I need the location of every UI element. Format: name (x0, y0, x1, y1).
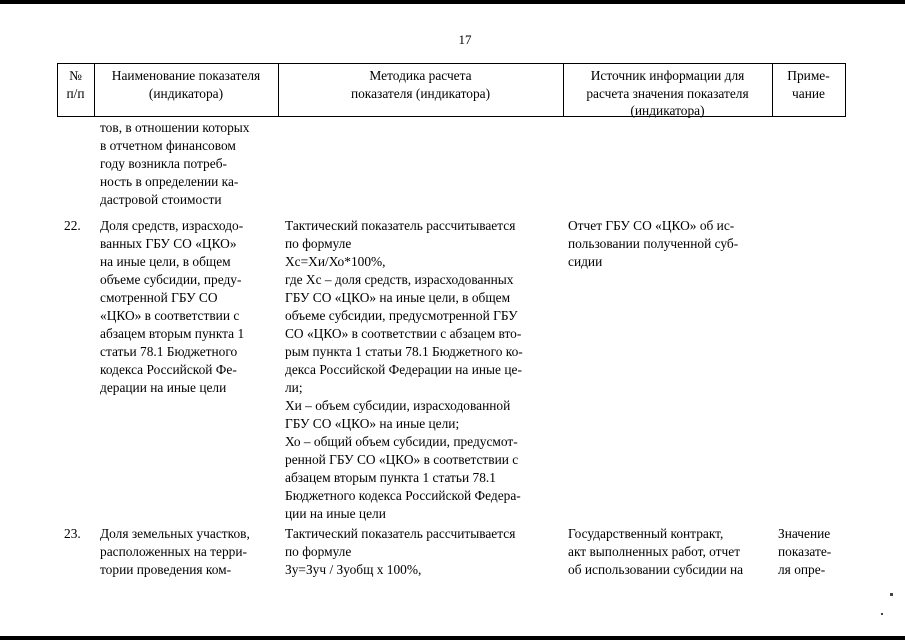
row-22-formula: Хс=Хи/Хо*100%, (285, 254, 386, 269)
header-information-source: Источник информации для расчета значения показателя (индикатора) (586, 68, 749, 118)
row-23-calculation-method: Тактический показатель рассчитывается по формуле Зу=Зуч / Зуобщ х 100%, (285, 525, 557, 579)
row-23-information-source: Государственный контракт, акт выполненных работ, отчет об использовании субсидии на (568, 526, 744, 577)
scan-top-border (0, 0, 905, 4)
row-22-number: 22. (64, 218, 81, 233)
header-calculation-method: Методика расчета показателя (индикатора) (350, 68, 491, 101)
header-number: № п/п (66, 68, 85, 101)
table-border (845, 63, 846, 117)
scan-bottom-border (0, 636, 905, 640)
row-23-formula: Зу=Зуч / Зуобщ х 100%, (285, 562, 422, 577)
row-23-indicator-name: Доля земельных участков, расположенных на терри- тории проведения ком- (100, 526, 250, 577)
header-note: Приме- чание (787, 68, 830, 101)
row-22-calculation-method: Тактический показатель рассчитывается по формуле Хс=Хи/Хо*100%, где Хс – доля средств, израсходованных ГБУ СО «ЦКО» на иные цели, в общем объеме субсидии, предусмотренной ГБУ СО «ЦКО» в соответствии с абзацем вто- рым пункта 1 статьи 78.1 Бюджетного ко- декса Российской Федерации на иные це- ли; Хи – объем субсидии, израсходованной ГБУ СО «ЦКО» на иные цели; Хо – общий объем субсидии, предусмот- ренной ГБУ СО «ЦКО» в соответствии с абзацем вторым пункта 1 статьи 78.1 Бюджетного кодекса Российской Федера- ции на иные цели (285, 217, 557, 523)
row-23-note: Значение показате- ля опре- (778, 526, 832, 577)
table-top-border (57, 63, 846, 64)
row-23-number: 23. (64, 526, 81, 541)
scan-speck (881, 613, 883, 615)
page-number: 17 (458, 32, 472, 47)
row-22-information-source: Отчет ГБУ СО «ЦКО» об ис- пользовании полученной суб- сидии (568, 218, 739, 269)
header-indicator-name: Наименование показателя (индикатора) (111, 68, 261, 101)
scan-speck (890, 593, 893, 596)
continued-indicator-name: тов, в отношении которых в отчетном финансовом году возникла потреб- ность в определении ка- дастровой стоимости (100, 120, 250, 207)
row-22-indicator-name: Доля средств, израсходо- ванных ГБУ СО «ЦКО» на иные цели, в общем объеме субсидии, преду- смотренной ГБУ СО «ЦКО» в соответствии с абзацем вторым пункта 1 статьи 78.1 Бюджетного кодекса Российской Фе- дерации на иные цели (100, 218, 245, 395)
